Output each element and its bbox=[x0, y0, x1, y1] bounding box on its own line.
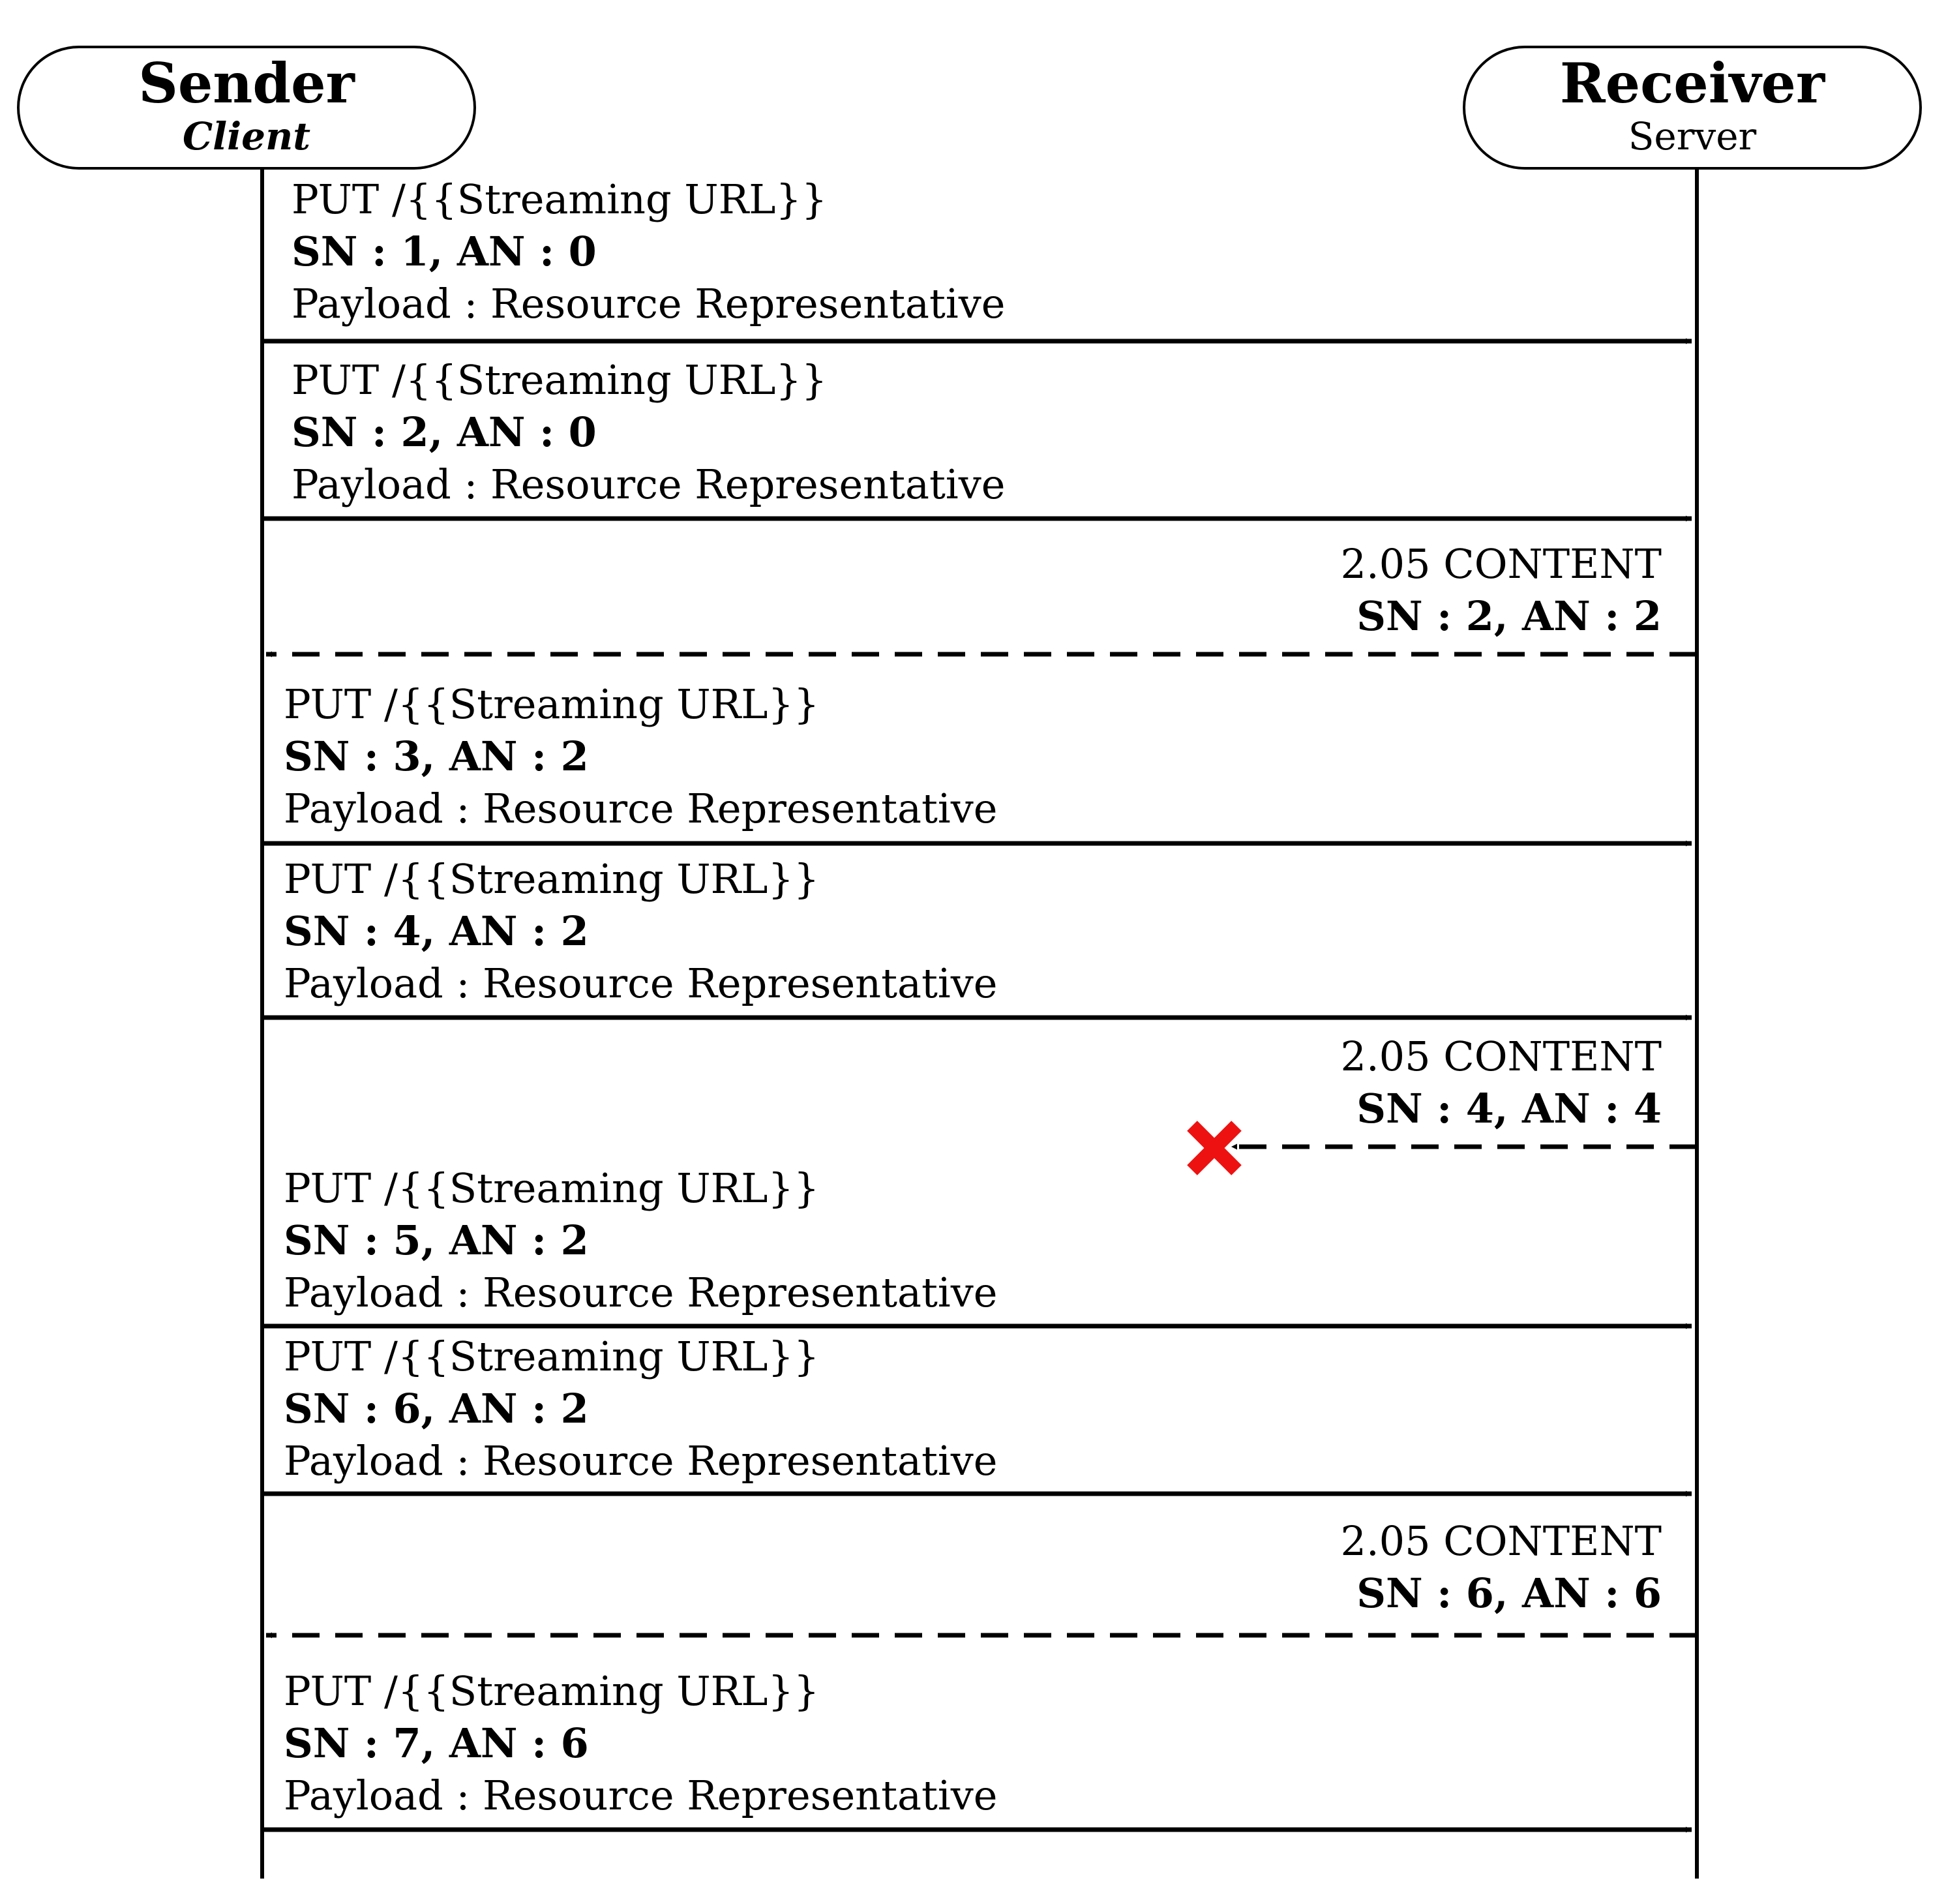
message-seq-label: SN : 6, AN : 2 bbox=[284, 1385, 589, 1432]
message-seq-label: SN : 2, AN : 0 bbox=[292, 408, 597, 456]
message-seq-label: SN : 5, AN : 2 bbox=[284, 1216, 589, 1264]
receiver-actor-box bbox=[1463, 46, 1922, 170]
message-method-label: PUT /{{Streaming URL}} bbox=[292, 175, 828, 223]
message-payload-label: Payload : Resource Representative bbox=[284, 1772, 998, 1819]
packet-lost-icon bbox=[1192, 1126, 1236, 1170]
response-seq-label: SN : 2, AN : 2 bbox=[1356, 592, 1662, 640]
sender-actor-box bbox=[17, 46, 476, 170]
message-payload-label: Payload : Resource Representative bbox=[292, 280, 1006, 327]
message-method-label: PUT /{{Streaming URL}} bbox=[284, 1333, 820, 1380]
response-seq-label: SN : 4, AN : 4 bbox=[1356, 1085, 1662, 1132]
response-status-label: 2.05 CONTENT bbox=[1340, 1517, 1662, 1565]
message-payload-label: Payload : Resource Representative bbox=[292, 461, 1006, 508]
message-method-label: PUT /{{Streaming URL}} bbox=[284, 1667, 820, 1715]
message-payload-label: Payload : Resource Representative bbox=[284, 1437, 998, 1485]
message-seq-label: SN : 1, AN : 0 bbox=[292, 228, 597, 275]
response-seq-label: SN : 6, AN : 6 bbox=[1356, 1569, 1662, 1617]
message-seq-label: SN : 3, AN : 2 bbox=[284, 733, 589, 780]
sender-role: Client bbox=[182, 114, 311, 159]
message-seq-label: SN : 7, AN : 6 bbox=[284, 1719, 589, 1767]
message-payload-label: Payload : Resource Representative bbox=[284, 785, 998, 832]
receiver-name: Receiver bbox=[1559, 51, 1825, 115]
message-seq-label: SN : 4, AN : 2 bbox=[284, 907, 589, 955]
receiver-role: Server bbox=[1628, 114, 1757, 159]
response-status-label: 2.05 CONTENT bbox=[1340, 1033, 1662, 1080]
response-status-label: 2.05 CONTENT bbox=[1340, 540, 1662, 588]
message-method-label: PUT /{{Streaming URL}} bbox=[284, 855, 820, 903]
message-method-label: PUT /{{Streaming URL}} bbox=[284, 1164, 820, 1212]
message-payload-label: Payload : Resource Representative bbox=[284, 1269, 998, 1316]
message-method-label: PUT /{{Streaming URL}} bbox=[292, 356, 828, 404]
message-payload-label: Payload : Resource Representative bbox=[284, 960, 998, 1007]
sender-name: Sender bbox=[138, 51, 355, 115]
message-method-label: PUT /{{Streaming URL}} bbox=[284, 680, 820, 728]
